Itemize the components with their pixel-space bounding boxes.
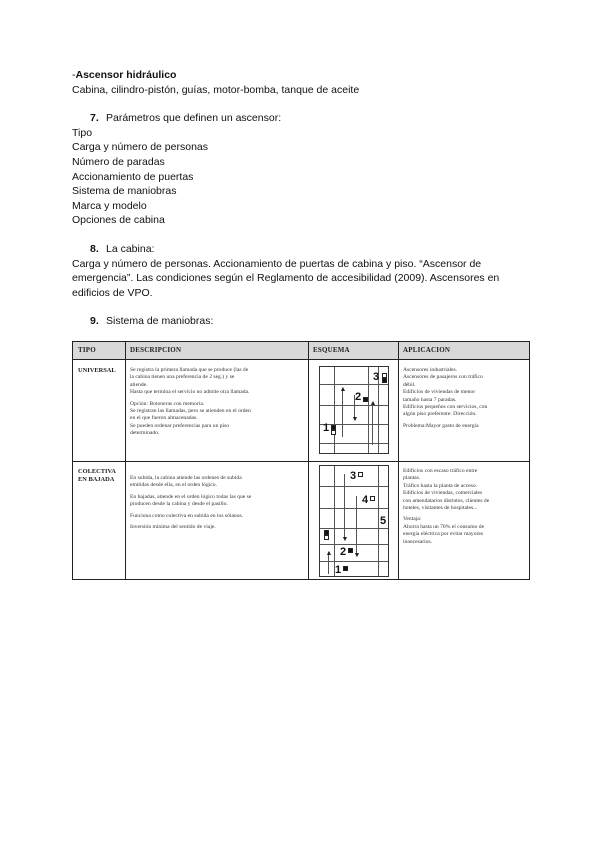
desc-paragraph: En bajadas, atiende en el orden lógico todas las que se producen desde la cabina y desde el pasillo. — [130, 493, 252, 508]
apl-paragraph: Ascensores industriales. Ascensores de pasajeros con tráfico débil. Edificios de viviendas de menor tamaño hasta 7 paradas. Edificios pequeños con servicios, con algún piso preferente: Dirección. — [403, 367, 488, 418]
shaft-line — [368, 367, 369, 453]
row-colectiva-apl — [403, 468, 528, 550]
floor-number: 3 — [373, 371, 380, 383]
hall-button-icon — [324, 535, 329, 540]
section-8-line: emergencia”. Las condiciones según el Reglamento de accesibilidad (2009). Ascensores en — [72, 272, 500, 285]
shaft-line — [334, 466, 335, 576]
hall-button-icon — [363, 397, 368, 402]
arrow-up-icon: ▲ — [339, 385, 347, 393]
row-divider — [73, 461, 529, 462]
colectiva-schema — [319, 465, 389, 577]
document-body — [72, 68, 532, 329]
travel-arrow — [372, 403, 373, 445]
apl-paragraph: Problema:Mayor gasto de energía — [403, 422, 479, 429]
floor-number: 1 — [335, 564, 342, 576]
travel-arrow — [344, 474, 345, 538]
row-universal-apl — [403, 367, 528, 434]
list-item: Opciones de cabina — [72, 214, 165, 227]
floor-number: 2 — [340, 546, 347, 558]
section-8-line: Carga y número de personas. Accionamiento de puertas de cabina y piso. “Ascensor de — [72, 257, 482, 270]
section-7-heading: 7. Parámetros que definen un ascensor: — [90, 112, 282, 125]
list-item: Marca y modelo — [72, 199, 147, 212]
section-7-list — [72, 126, 532, 228]
hydraulic-body: Cabina, cilindro-pistón, guías, motor-bomba, tanque de aceite — [72, 83, 360, 96]
arrow-down-icon: ▼ — [341, 535, 349, 543]
arrow-up-icon: ▲ — [369, 399, 377, 407]
section-8-heading: 8. La cabina: — [90, 242, 155, 255]
floor-number: 1 — [323, 422, 330, 434]
table-header — [73, 342, 529, 360]
shaft-line — [334, 367, 335, 453]
row-colectiva-tipo: COLECTIVA EN BAJADA — [78, 468, 116, 483]
header-descripcion: DESCRIPCION — [130, 346, 182, 354]
header-tipo: TIPO — [78, 346, 96, 354]
list-item: Número de paradas — [72, 155, 165, 168]
row-universal-tipo: UNIVERSAL — [78, 367, 116, 374]
arrow-down-icon: ▼ — [351, 415, 359, 423]
list-item: Sistema de maniobras — [72, 185, 177, 198]
section-9-heading: 9. Sistema de maniobras: — [90, 315, 214, 328]
hall-button-icon — [348, 548, 353, 553]
arrow-up-icon: ▲ — [325, 549, 333, 557]
header-aplicacion: APLICACION — [403, 346, 451, 354]
hall-button-icon — [370, 496, 375, 501]
shaft-line — [378, 466, 379, 576]
row-universal-desc — [130, 367, 305, 442]
list-item: Accionamiento de puertas — [72, 170, 194, 183]
section-8-line: edificios de VPO. — [72, 286, 153, 299]
desc-paragraph: Se registra la primera llamada que se produce (las de la cabina tienen una preferencia de 2 seg.) y se atiende. Hasta que termina el servicio no admite otra llamada. — [130, 367, 250, 396]
desc-paragraph: Funciona como colectiva en subida en los sótanos. — [130, 512, 244, 519]
travel-arrow — [356, 496, 357, 554]
row-colectiva-desc — [130, 475, 305, 535]
apl-paragraph: Ventaja: Ahorra hasta un 70% el consumo de energía eléctrica por evitar mayores innecesarios. — [403, 516, 485, 545]
list-item: Tipo — [72, 126, 93, 139]
hydraulic-title: -Ascensor hidráulico — [72, 69, 177, 81]
universal-schema — [319, 366, 389, 454]
desc-paragraph: Opción: Botoneras con memoria. Se registran las llamadas, pero se atienden en el orden en el que fueron almacenadas. Se pueden ordenar preferencias para un piso determinado. — [130, 400, 251, 437]
header-esquema: ESQUEMA — [313, 346, 350, 354]
floor-number: 4 — [362, 494, 369, 506]
floor-number: 2 — [355, 391, 362, 403]
hall-button-icon — [358, 472, 363, 477]
travel-arrow — [342, 391, 343, 437]
hall-button-icon — [382, 378, 387, 383]
hall-button-icon — [331, 430, 336, 435]
floor-number: 5 — [380, 515, 387, 527]
maneuver-table — [72, 341, 530, 580]
hall-button-icon — [343, 566, 348, 571]
floor-number: 3 — [350, 470, 357, 482]
arrow-down-icon: ▼ — [353, 551, 361, 559]
list-item: Carga y número de personas — [72, 141, 208, 154]
desc-paragraph: En subida, la cabina atiende las ordenes de subida emitidas desde ella, en el orden lógico. — [130, 475, 242, 489]
desc-paragraph: Inversión mínima del sentido de viaje. — [130, 524, 216, 531]
apl-paragraph: Edificios con escaso tráfico entre plantas. Tráfico hasta la planta de acceso. Edificios de viviendas, comerciales con amendatarios distintos, clientes de hoteles, visitantes de hospitales... — [403, 468, 490, 512]
